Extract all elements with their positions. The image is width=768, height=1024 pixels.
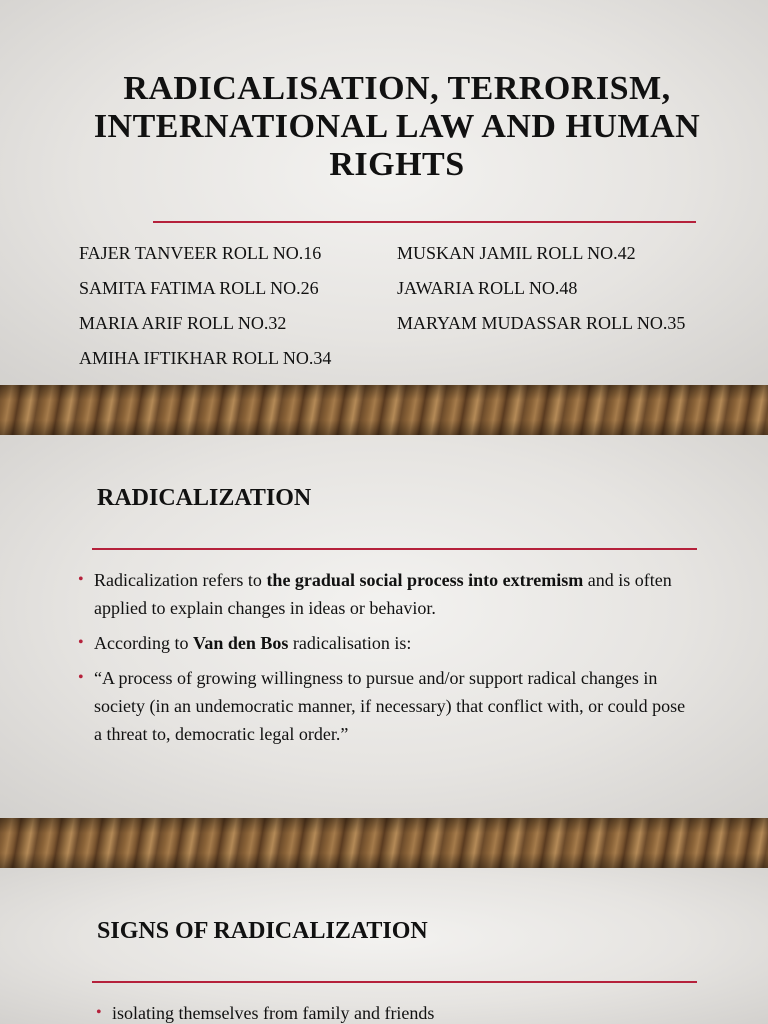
bullet-dot-icon: • [78,669,84,686]
bold-text: the gradual social process into extremism [266,570,584,590]
heading-divider [92,981,697,983]
quote-text: “A process of growing willingness to pursue and/or support radical changes in society (in an undemocratic manner, if necessary) that conflict with, or could pose a threat to, democratic legal order.” [94,668,686,744]
bullet-list [78,566,688,755]
list-item [78,629,688,657]
slide-signs-of-radicalization [0,868,768,1024]
text-segment: isolating themselves from family and friends [112,1003,435,1023]
names-left-column [79,236,331,376]
name-item: AMIHA IFTIKHAR ROLL NO.34 [79,348,332,368]
name-item: JAWARIA ROLL NO.48 [397,278,578,298]
text-segment: and is often applied to explain changes in ideas or behavior. [94,570,672,618]
title-line-1: RADICALISATION, TERRORISM, [123,70,671,107]
text-segment: According to [94,633,193,653]
slide-heading: SIGNS OF RADICALIZATION [97,918,428,944]
list-item [78,566,688,622]
slide-radicalization [0,435,768,818]
list-item [78,664,688,748]
list-item [96,999,706,1024]
name-item: MARYAM MUDASSAR ROLL NO.35 [397,313,686,333]
title-line-3: RIGHTS [329,146,465,183]
heading-divider [92,548,697,550]
wood-floor-divider [0,385,768,435]
bullet-list [96,999,706,1024]
name-item: MARIA ARIF ROLL NO.32 [79,313,287,333]
name-item: FAJER TANVEER ROLL NO.16 [79,243,322,263]
text-segment: radicalisation is: [288,633,412,653]
bullet-dot-icon: • [96,1004,102,1021]
presentation-title [60,70,734,184]
bullet-dot-icon: • [78,571,84,588]
name-item: MUSKAN JAMIL ROLL NO.42 [397,243,636,263]
text-segment: Radicalization refers to [94,570,267,590]
names-right-column [397,236,685,341]
wood-floor-divider [0,818,768,868]
slide-heading: RADICALIZATION [97,485,312,511]
title-line-2: INTERNATIONAL LAW AND HUMAN [93,108,701,145]
slide-title [0,0,768,385]
title-divider [153,221,696,223]
bullet-dot-icon: • [78,634,84,651]
name-item: SAMITA FATIMA ROLL NO.26 [79,278,319,298]
bold-text: Van den Bos [192,633,289,653]
